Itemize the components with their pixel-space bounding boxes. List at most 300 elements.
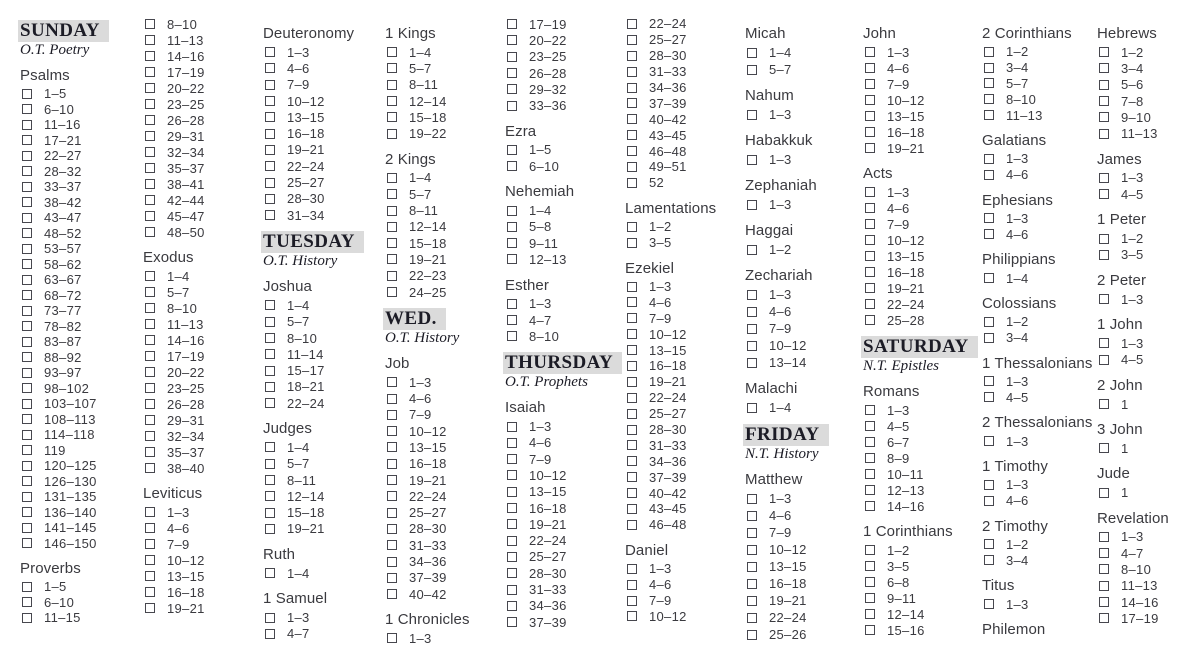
reading-checkbox[interactable] [747,562,757,572]
reading-checkbox[interactable] [22,321,32,331]
reading-checkbox[interactable] [22,89,32,99]
reading-checkbox[interactable] [747,245,757,255]
reading-checkbox[interactable] [387,47,397,57]
reading-checkbox[interactable] [1099,250,1109,260]
reading-checkbox[interactable] [387,459,397,469]
book-section-malachi [745,381,865,416]
reading-checkbox[interactable] [984,213,994,223]
reading-row [745,524,865,541]
reading-checkbox[interactable] [1099,47,1109,57]
reading-checkbox[interactable] [265,382,275,392]
reading-checkbox[interactable] [265,398,275,408]
reading-checkbox[interactable] [507,454,517,464]
reading-checkbox[interactable] [387,287,397,297]
reading-checkbox[interactable] [865,143,875,153]
reading-checkbox[interactable] [145,587,155,597]
reading-checkbox[interactable] [627,98,637,108]
reading-checkbox[interactable] [387,189,397,199]
reading-checkbox[interactable] [747,596,757,606]
reading-checkbox[interactable] [747,341,757,351]
reading-checkbox[interactable] [507,52,517,62]
reading-checkbox[interactable] [627,83,637,93]
reading-checkbox[interactable] [627,504,637,514]
reading-checkbox[interactable] [507,19,517,29]
reading-checkbox[interactable] [507,470,517,480]
reading-checkbox[interactable] [627,178,637,188]
reading-checkbox[interactable] [984,78,994,88]
reading-range-label: 38–40 [167,460,205,476]
book-name: Zephaniah [745,177,817,194]
reading-checkbox[interactable] [627,393,637,403]
reading-checkbox[interactable] [865,625,875,635]
reading-checkbox[interactable] [747,403,757,413]
reading-checkbox[interactable] [627,162,637,172]
reading-row [982,167,1102,183]
reading-checkbox[interactable] [145,163,155,173]
reading-checkbox[interactable] [747,307,757,317]
reading-checkbox[interactable] [387,271,397,281]
reading-checkbox[interactable] [627,51,637,61]
reading-checkbox[interactable] [747,545,757,555]
reading-checkbox[interactable] [747,494,757,504]
reading-checkbox[interactable] [747,48,757,58]
reading-checkbox[interactable] [865,577,875,587]
reading-checkbox[interactable] [865,63,875,73]
reading-checkbox[interactable] [1099,399,1109,409]
reading-checkbox[interactable] [865,251,875,261]
reading-checkbox[interactable] [507,84,517,94]
reading-checkbox[interactable] [145,147,155,157]
book-name: Jude [1097,465,1130,483]
reading-checkbox[interactable] [265,366,275,376]
reading-checkbox[interactable] [747,155,757,165]
reading-checkbox[interactable] [22,337,32,347]
reading-checkbox[interactable] [865,561,875,571]
reading-checkbox[interactable] [387,254,397,264]
reading-checkbox[interactable] [387,173,397,183]
reading-checkbox[interactable] [387,442,397,452]
reading-row [863,264,983,280]
reading-checkbox[interactable] [747,110,757,120]
reading-checkbox[interactable] [387,524,397,534]
reading-checkbox[interactable] [627,520,637,530]
reading-checkbox[interactable] [22,290,32,300]
reading-checkbox[interactable] [865,127,875,137]
reading-checkbox[interactable] [265,178,275,188]
reading-checkbox[interactable] [627,345,637,355]
reading-checkbox[interactable] [145,51,155,61]
reading-checkbox[interactable] [747,528,757,538]
reading-checkbox[interactable] [145,287,155,297]
reading-checkbox[interactable] [627,409,637,419]
reading-checkbox[interactable] [387,80,397,90]
reading-checkbox[interactable] [1099,189,1109,199]
reading-checkbox[interactable] [22,538,32,548]
reading-checkbox[interactable] [387,206,397,216]
reading-checkbox[interactable] [145,83,155,93]
reading-checkbox[interactable] [145,227,155,237]
reading-checkbox[interactable] [1099,443,1109,453]
reading-checkbox[interactable] [507,68,517,78]
reading-checkbox[interactable] [865,111,875,121]
reading-row [982,91,1102,107]
reading-checkbox[interactable] [265,459,275,469]
reading-checkbox[interactable] [865,469,875,479]
reading-checkbox[interactable] [627,114,637,124]
reading-checkbox[interactable] [507,422,517,432]
reading-checkbox[interactable] [22,476,32,486]
reading-checkbox[interactable] [747,511,757,521]
reading-checkbox[interactable] [22,523,32,533]
reading-checkbox[interactable] [145,303,155,313]
reading-checkbox[interactable] [627,377,637,387]
reading-checkbox[interactable] [627,67,637,77]
reading-checkbox[interactable] [145,319,155,329]
reading-checkbox[interactable] [265,613,275,623]
reading-checkbox[interactable] [865,79,875,89]
reading-checkbox[interactable] [747,200,757,210]
reading-checkbox[interactable] [145,571,155,581]
reading-checkbox[interactable] [747,630,757,640]
reading-checkbox[interactable] [22,104,32,114]
reading-checkbox[interactable] [265,194,275,204]
reading-checkbox[interactable] [865,609,875,619]
reading-checkbox[interactable] [507,487,517,497]
reading-checkbox[interactable] [22,368,32,378]
reading-checkbox[interactable] [145,463,155,473]
reading-checkbox[interactable] [265,129,275,139]
reading-checkbox[interactable] [507,161,517,171]
reading-checkbox[interactable] [984,63,994,73]
reading-checkbox[interactable] [1099,532,1109,542]
reading-checkbox[interactable] [865,545,875,555]
reading-checkbox[interactable] [387,633,397,643]
reading-checkbox[interactable] [22,182,32,192]
reading-row [625,310,745,326]
book-section-nehemiah [505,184,625,267]
reading-checkbox[interactable] [865,421,875,431]
reading-checkbox[interactable] [265,629,275,639]
reading-checkbox[interactable] [1099,613,1109,623]
reading-checkbox[interactable] [1099,96,1109,106]
reading-checkbox[interactable] [984,555,994,565]
reading-checkbox[interactable] [865,437,875,447]
reading-checkbox[interactable] [145,539,155,549]
reading-checkbox[interactable] [507,331,517,341]
reading-checkbox[interactable] [507,145,517,155]
reading-checkbox[interactable] [627,238,637,248]
reading-checkbox[interactable] [387,394,397,404]
reading-checkbox[interactable] [984,599,994,609]
reading-checkbox[interactable] [627,361,637,371]
reading-checkbox[interactable] [865,219,875,229]
reading-checkbox[interactable] [145,335,155,345]
reading-range-label: 4–6 [769,304,792,319]
reading-checkbox[interactable] [22,597,32,607]
reading-checkbox[interactable] [1099,80,1109,90]
reading-checkbox[interactable] [145,115,155,125]
reading-checkbox[interactable] [22,507,32,517]
reading-checkbox[interactable] [265,524,275,534]
book-name: Esther [505,276,549,294]
reading-checkbox[interactable] [387,540,397,550]
reading-checkbox[interactable] [984,317,994,327]
reading-checkbox[interactable] [145,523,155,533]
reading-checkbox[interactable] [145,99,155,109]
reading-checkbox[interactable] [265,210,275,220]
reading-checkbox[interactable] [387,129,397,139]
reading-checkbox[interactable] [387,63,397,73]
reading-checkbox[interactable] [747,613,757,623]
reading-checkbox[interactable] [984,47,994,57]
reading-checkbox[interactable] [387,573,397,583]
reading-checkbox[interactable] [22,275,32,285]
reading-checkbox[interactable] [265,442,275,452]
reading-checkbox[interactable] [627,282,637,292]
reading-checkbox[interactable] [984,94,994,104]
reading-checkbox[interactable] [145,431,155,441]
reading-checkbox[interactable] [865,267,875,277]
reading-checkbox[interactable] [984,229,994,239]
reading-checkbox[interactable] [627,488,637,498]
reading-checkbox[interactable] [145,67,155,77]
reading-checkbox[interactable] [507,299,517,309]
reading-checkbox[interactable] [265,47,275,57]
reading-checkbox[interactable] [265,300,275,310]
reading-checkbox[interactable] [265,80,275,90]
reading-checkbox[interactable] [984,154,994,164]
reading-checkbox[interactable] [1099,564,1109,574]
reading-row [20,210,140,226]
reading-checkbox[interactable] [627,425,637,435]
reading-checkbox[interactable] [22,461,32,471]
reading-checkbox[interactable] [22,213,32,223]
reading-checkbox[interactable] [265,349,275,359]
reading-checkbox[interactable] [145,195,155,205]
reading-checkbox[interactable] [265,508,275,518]
reading-checkbox[interactable] [1099,581,1109,591]
book-section-nahum [745,88,865,123]
reading-checkbox[interactable] [145,603,155,613]
reading-checkbox[interactable] [865,485,875,495]
reading-checkbox[interactable] [507,519,517,529]
reading-checkbox[interactable] [627,580,637,590]
reading-checkbox[interactable] [1099,597,1109,607]
reading-checkbox[interactable] [865,95,875,105]
reading-checkbox[interactable] [22,197,32,207]
reading-checkbox[interactable] [747,65,757,75]
reading-checkbox[interactable] [265,145,275,155]
reading-checkbox[interactable] [22,613,32,623]
reading-checkbox[interactable] [984,110,994,120]
reading-checkbox[interactable] [145,507,155,517]
reading-row [625,390,745,406]
reading-checkbox[interactable] [387,557,397,567]
reading-checkbox[interactable] [145,179,155,189]
reading-checkbox[interactable] [1099,63,1109,73]
reading-checkbox[interactable] [1099,548,1109,558]
reading-checkbox[interactable] [265,112,275,122]
reading-checkbox[interactable] [1099,355,1109,365]
reading-checkbox[interactable] [387,410,397,420]
reading-checkbox[interactable] [22,228,32,238]
reading-row [385,251,505,267]
reading-range-label: 19–21 [167,600,205,616]
reading-checkbox[interactable] [1099,112,1109,122]
reading-checkbox[interactable] [22,492,32,502]
reading-checkbox[interactable] [1099,488,1109,498]
reading-row [982,330,1102,346]
reading-checkbox[interactable] [865,299,875,309]
reading-checkbox[interactable] [145,383,155,393]
reading-checkbox[interactable] [627,313,637,323]
reading-checkbox[interactable] [22,445,32,455]
reading-checkbox[interactable] [507,617,517,627]
reading-checkbox[interactable] [507,206,517,216]
reading-checkbox[interactable] [265,63,275,73]
reading-checkbox[interactable] [1099,129,1109,139]
reading-checkbox[interactable] [865,405,875,415]
reading-checkbox[interactable] [1099,173,1109,183]
reading-checkbox[interactable] [265,475,275,485]
reading-checkbox[interactable] [747,324,757,334]
reading-checkbox[interactable] [1099,234,1109,244]
reading-checkbox[interactable] [984,496,994,506]
reading-checkbox[interactable] [865,453,875,463]
reading-checkbox[interactable] [747,358,757,368]
reading-checkbox[interactable] [387,491,397,501]
reading-checkbox[interactable] [22,120,32,130]
reading-checkbox[interactable] [507,601,517,611]
reading-checkbox[interactable] [747,579,757,589]
reading-checkbox[interactable] [265,96,275,106]
reading-checkbox[interactable] [747,290,757,300]
reading-checkbox[interactable] [265,491,275,501]
reading-checkbox[interactable] [145,131,155,141]
reading-checkbox[interactable] [627,440,637,450]
reading-checkbox[interactable] [387,112,397,122]
reading-checkbox[interactable] [507,254,517,264]
reading-checkbox[interactable] [865,283,875,293]
reading-checkbox[interactable] [145,555,155,565]
reading-checkbox[interactable] [627,222,637,232]
reading-checkbox[interactable] [627,35,637,45]
reading-checkbox[interactable] [387,426,397,436]
reading-checkbox[interactable] [387,222,397,232]
reading-checkbox[interactable] [984,436,994,446]
reading-checkbox[interactable] [22,244,32,254]
reading-checkbox[interactable] [22,352,32,362]
reading-checkbox[interactable] [22,383,32,393]
reading-checkbox[interactable] [22,582,32,592]
reading-checkbox[interactable] [22,135,32,145]
reading-checkbox[interactable] [145,351,155,361]
reading-checkbox[interactable] [507,585,517,595]
reading-checkbox[interactable] [387,377,397,387]
reading-checkbox[interactable] [627,596,637,606]
reading-checkbox[interactable] [865,203,875,213]
reading-checkbox[interactable] [984,273,994,283]
reading-checkbox[interactable] [627,611,637,621]
reading-checkbox[interactable] [507,238,517,248]
reading-checkbox[interactable] [145,271,155,281]
reading-checkbox[interactable] [507,438,517,448]
reading-checkbox[interactable] [507,315,517,325]
reading-checkbox[interactable] [627,130,637,140]
reading-checkbox[interactable] [984,480,994,490]
reading-checkbox[interactable] [507,536,517,546]
reading-checkbox[interactable] [387,238,397,248]
reading-checkbox[interactable] [145,35,155,45]
reading-checkbox[interactable] [22,151,32,161]
reading-checkbox[interactable] [22,414,32,424]
reading-checkbox[interactable] [22,399,32,409]
reading-checkbox[interactable] [145,367,155,377]
reading-checkbox[interactable] [627,564,637,574]
reading-checkbox[interactable] [387,96,397,106]
reading-checkbox[interactable] [627,297,637,307]
reading-checkbox[interactable] [22,306,32,316]
reading-checkbox[interactable] [507,568,517,578]
reading-checkbox[interactable] [984,392,994,402]
reading-checkbox[interactable] [387,508,397,518]
book-section-deuteronomy [263,26,383,223]
reading-checkbox[interactable] [507,101,517,111]
reading-checkbox[interactable] [627,146,637,156]
reading-range-label: 13–15 [769,559,807,574]
reading-checkbox[interactable] [984,170,994,180]
reading-checkbox[interactable] [145,19,155,29]
reading-range-label: 4–6 [287,60,310,76]
reading-checkbox[interactable] [22,430,32,440]
book-name: Nahum [745,87,794,104]
reading-checkbox[interactable] [627,472,637,482]
reading-checkbox[interactable] [265,333,275,343]
reading-checkbox[interactable] [22,166,32,176]
reading-checkbox[interactable] [865,47,875,57]
reading-checkbox[interactable] [865,501,875,511]
reading-checkbox[interactable] [387,475,397,485]
reading-checkbox[interactable] [265,161,275,171]
reading-checkbox[interactable] [865,315,875,325]
reading-checkbox[interactable] [265,568,275,578]
reading-range-label: 1–2 [1006,536,1029,552]
reading-checkbox[interactable] [984,539,994,549]
reading-checkbox[interactable] [387,589,397,599]
reading-checkbox[interactable] [865,235,875,245]
reading-checkbox[interactable] [145,415,155,425]
reading-checkbox[interactable] [865,187,875,197]
reading-range-label: 43–45 [649,501,687,517]
reading-checkbox[interactable] [507,222,517,232]
reading-checkbox[interactable] [627,456,637,466]
reading-checkbox[interactable] [984,376,994,386]
reading-checkbox[interactable] [984,333,994,343]
reading-checkbox[interactable] [507,35,517,45]
reading-checkbox[interactable] [627,19,637,29]
reading-checkbox[interactable] [1099,338,1109,348]
reading-checkbox[interactable] [627,329,637,339]
reading-checkbox[interactable] [22,259,32,269]
reading-checkbox[interactable] [265,317,275,327]
reading-checkbox[interactable] [145,399,155,409]
reading-checkbox[interactable] [865,593,875,603]
reading-checkbox[interactable] [145,447,155,457]
reading-checkbox[interactable] [145,211,155,221]
reading-checkbox[interactable] [1099,294,1109,304]
reading-checkbox[interactable] [507,503,517,513]
reading-checkbox[interactable] [507,552,517,562]
